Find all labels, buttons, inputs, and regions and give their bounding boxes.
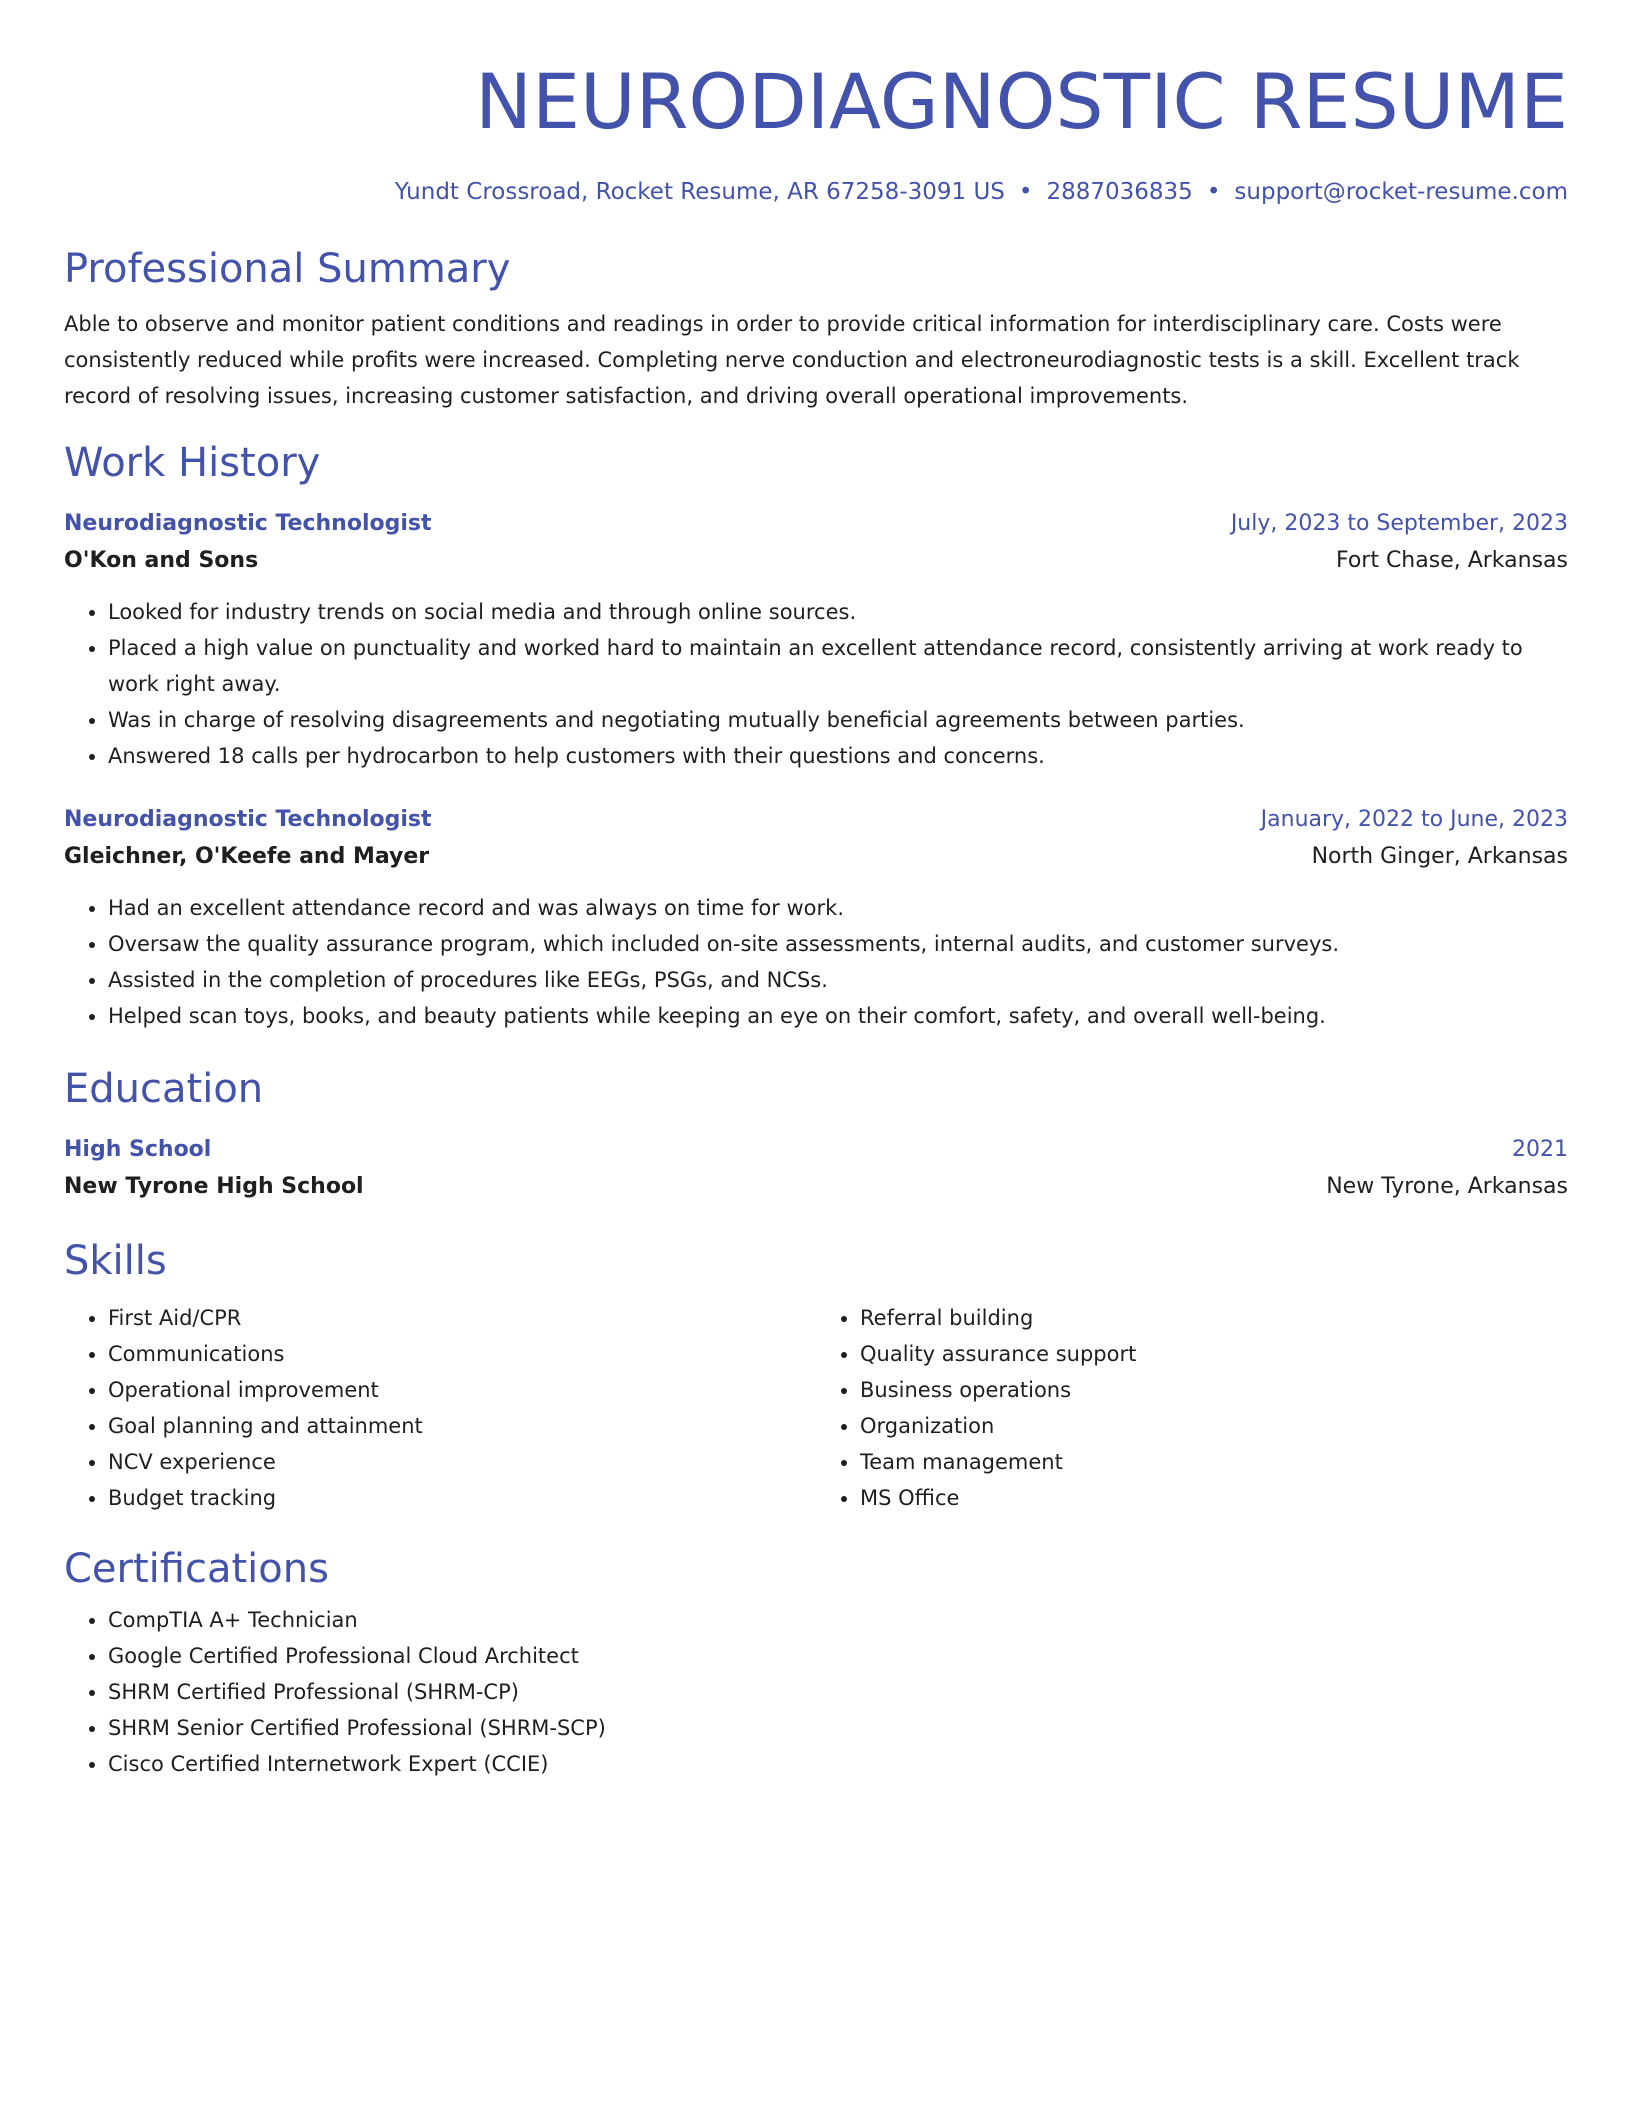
skills-list (816, 1300, 1568, 1516)
list-item: • Organization (860, 1408, 1568, 1444)
work-history-section (64, 438, 1568, 1034)
education-location: New Tyrone, Arkansas (1326, 1174, 1568, 1199)
job-location: North Ginger, Arkansas (1311, 844, 1568, 869)
contact-phone: 2887036835 (1046, 179, 1193, 205)
list-item: • Quality assurance support (860, 1336, 1568, 1372)
job-employer-row (64, 838, 1568, 876)
skills-list (64, 1300, 816, 1516)
skills-heading: Skills (64, 1238, 167, 1284)
list-item: • First Aid/CPR (108, 1300, 816, 1336)
list-item: • Google Certified Professional Cloud Architect (108, 1638, 1568, 1674)
list-item: • SHRM Senior Certified Professional (SHRM-SCP) (108, 1710, 1568, 1746)
job-duties-list (64, 890, 1568, 1034)
list-item: • Looked for industry trends on social media and through online sources. (108, 594, 1568, 630)
list-item: • Business operations (860, 1372, 1568, 1408)
work-history-heading: Work History (64, 440, 321, 486)
contact-line (64, 176, 1568, 208)
job-employer: Gleichner, O'Keefe and Mayer (64, 844, 430, 869)
job-title: Neurodiagnostic Technologist (64, 511, 432, 536)
list-item: • Placed a high value on punctuality and worked hard to maintain an excellent attendance record, consistently arriving at work ready to work right away. (108, 630, 1568, 702)
list-item: • Answered 18 calls per hydrocarbon to help customers with their questions and concerns. (108, 738, 1568, 774)
education-school-row (64, 1168, 1568, 1206)
resume-header (64, 0, 1568, 208)
job-entry (64, 506, 1568, 774)
list-item: • MS Office (860, 1480, 1568, 1516)
list-item: • Team management (860, 1444, 1568, 1480)
job-duties-list (64, 594, 1568, 774)
education-school: New Tyrone High School (64, 1174, 364, 1199)
summary-section (64, 244, 1568, 414)
education-header-row (64, 1132, 1568, 1168)
job-entry (64, 802, 1568, 1034)
list-item: • SHRM Certified Professional (SHRM-CP) (108, 1674, 1568, 1710)
summary-text: Able to observe and monitor patient conditions and readings in order to provide critical information for interdisciplinary care. Costs were consistently reduced while profits were increased. Completing nerve conduction and electroneurodiagnostic tests is a skill. Excellent track record of resolving issues, increasing customer satisfaction, and driving overall operational improvements. (64, 312, 1520, 408)
education-heading: Education (64, 1066, 264, 1112)
list-item: • Budget tracking (108, 1480, 816, 1516)
skills-grid (64, 1294, 1568, 1516)
job-location: Fort Chase, Arkansas (1335, 548, 1568, 573)
job-dates: July, 2023 to September, 2023 (1230, 511, 1568, 536)
contact-separator: • (1206, 179, 1221, 205)
summary-heading: Professional Summary (64, 246, 511, 292)
certifications-heading: Certifications (64, 1546, 329, 1592)
resume-name: NEURODIAGNOSTIC RESUME (475, 57, 1568, 146)
list-item: • Assisted in the completion of procedures like EEGs, PSGs, and NCSs. (108, 962, 1568, 998)
certifications-list (64, 1602, 1568, 1782)
job-employer-row (64, 542, 1568, 580)
list-item: • Communications (108, 1336, 816, 1372)
list-item: • Oversaw the quality assurance program, which included on-site assessments, internal audits, and customer surveys. (108, 926, 1568, 962)
list-item: • Helped scan toys, books, and beauty patients while keeping an eye on their comfort, safety, and overall well-being. (108, 998, 1568, 1034)
certifications-section (64, 1544, 1568, 1782)
skills-column-right (816, 1294, 1568, 1516)
list-item: • Had an excellent attendance record and was always on time for work. (108, 890, 1568, 926)
contact-address: Yundt Crossroad, Rocket Resume, AR 67258-3091 US (394, 179, 1005, 205)
list-item: • Cisco Certified Internetwork Expert (CCIE) (108, 1746, 1568, 1782)
skills-section (64, 1236, 1568, 1516)
job-header-row (64, 802, 1568, 838)
list-item: • Referral building (860, 1300, 1568, 1336)
contact-email[interactable]: support@rocket-resume.com (1234, 179, 1568, 205)
education-section (64, 1064, 1568, 1206)
education-degree: High School (64, 1137, 212, 1162)
job-dates: January, 2022 to June, 2023 (1260, 807, 1568, 832)
list-item: • Was in charge of resolving disagreements and negotiating mutually beneficial agreements between parties. (108, 702, 1568, 738)
job-header-row (64, 506, 1568, 542)
list-item: • Operational improvement (108, 1372, 816, 1408)
list-item: • Goal planning and attainment (108, 1408, 816, 1444)
skills-column-left (64, 1294, 816, 1516)
education-year: 2021 (1512, 1137, 1568, 1162)
job-employer: O'Kon and Sons (64, 548, 259, 573)
job-title: Neurodiagnostic Technologist (64, 807, 432, 832)
education-entry (64, 1132, 1568, 1206)
contact-separator: • (1018, 179, 1033, 205)
list-item: • CompTIA A+ Technician (108, 1602, 1568, 1638)
list-item: • NCV experience (108, 1444, 816, 1480)
